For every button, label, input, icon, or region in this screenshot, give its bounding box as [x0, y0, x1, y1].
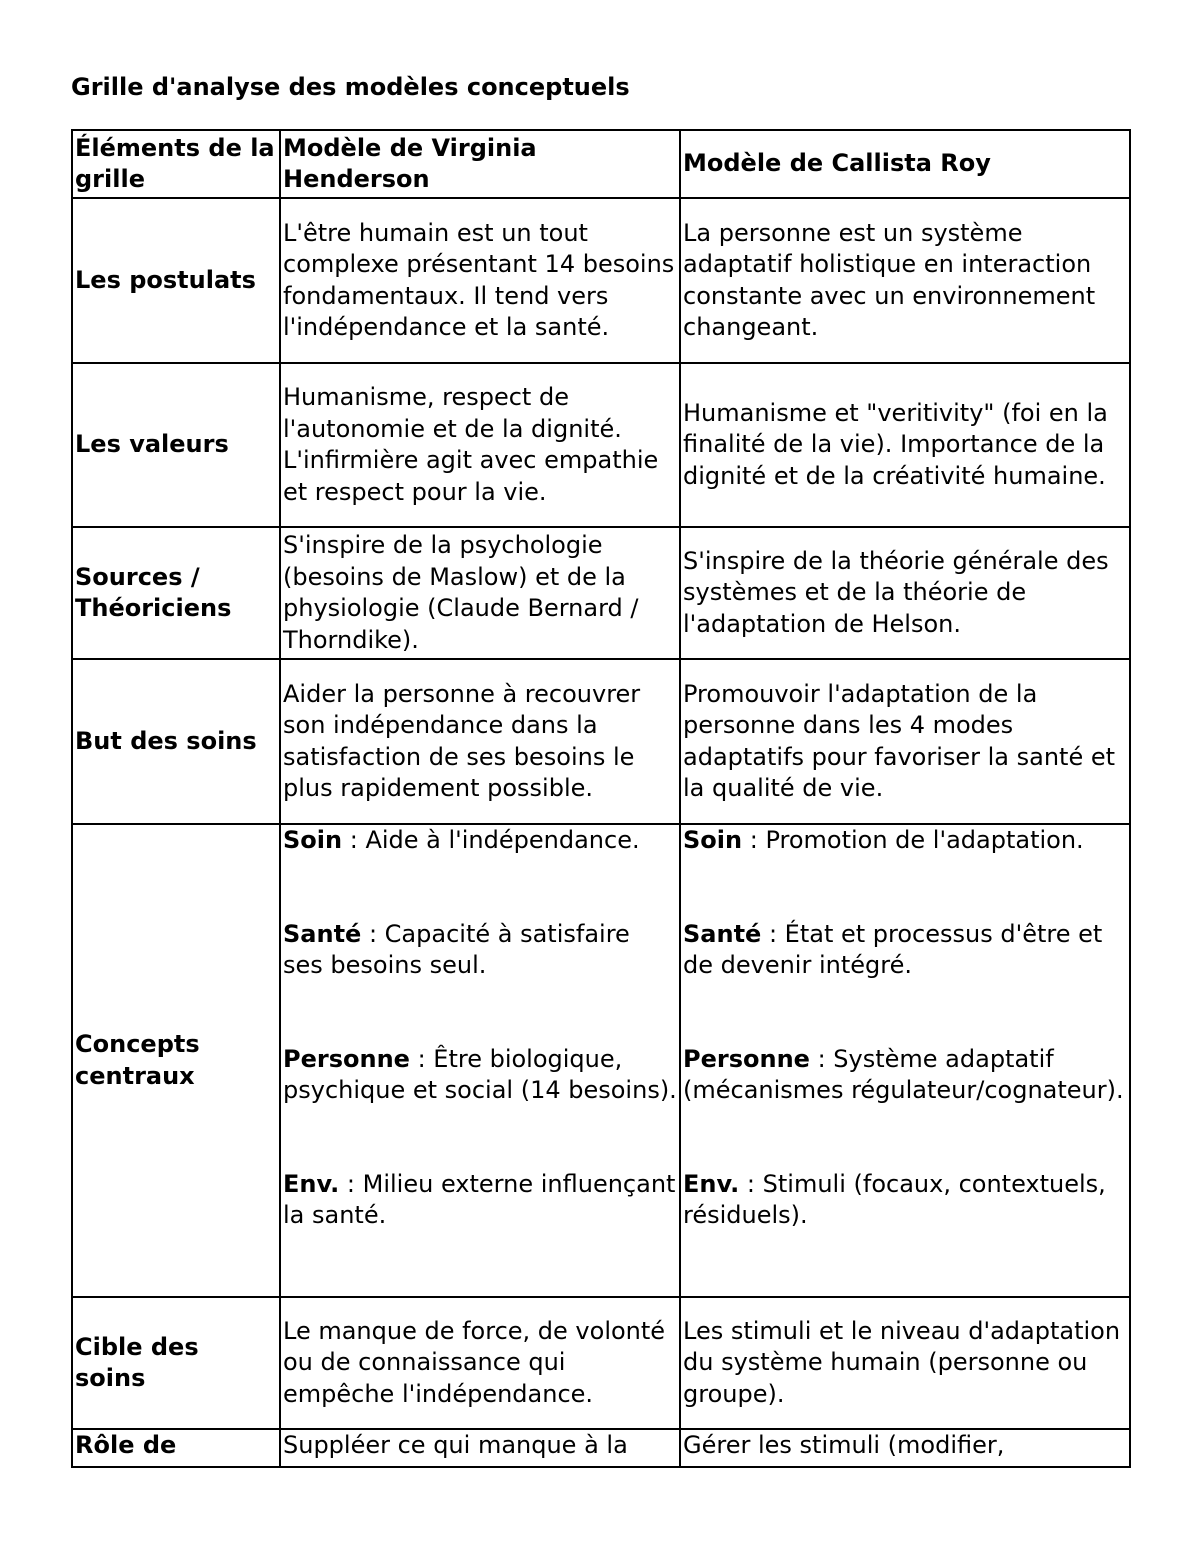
document-title: Grille d'analyse des modèles conceptuels: [71, 73, 630, 101]
cell-henderson-sources: S'inspire de la psychologie (besoins de Maslow) et de la physiologie (Claude Bernard / Thorndike).: [280, 527, 680, 659]
concept-env: [283, 1169, 677, 1232]
analysis-grid-table: [71, 129, 1131, 1468]
concept-term: Env.: [683, 1169, 740, 1198]
cell-henderson-role: Suppléer ce qui manque à la: [280, 1429, 680, 1467]
table-row: [72, 824, 1130, 1297]
row-label-postulats: Les postulats: [72, 198, 280, 363]
concept-term: Soin: [683, 826, 743, 854]
cell-henderson-but: Aider la personne à recouvrer son indépendance dans la satisfaction de ses besoins le plus rapidement possible.: [280, 659, 680, 824]
cell-roy-valeurs: Humanisme et "veritivity" (foi en la finalité de la vie). Importance de la dignité et de la créativité humaine.: [680, 363, 1130, 527]
cell-roy-postulats: La personne est un système adaptatif holistique en interaction constante avec un environnement changeant.: [680, 198, 1130, 363]
row-label-but: But des soins: [72, 659, 280, 824]
concept-soin: [283, 825, 677, 857]
concept-text: : État et processus d'être et de devenir intégré.: [683, 919, 1103, 979]
cell-henderson-postulats: L'être humain est un tout complexe présentant 14 besoins fondamentaux. Il tend vers l'indépendance et la santé.: [280, 198, 680, 363]
cell-roy-concepts: [680, 824, 1130, 1297]
table-header-row: [72, 130, 1130, 198]
cell-henderson-valeurs: Humanisme, respect de l'autonomie et de la dignité. L'infirmière agit avec empathie et respect pour la vie.: [280, 363, 680, 527]
cell-roy-cible: Les stimuli et le niveau d'adaptation du système humain (personne ou groupe).: [680, 1297, 1130, 1429]
row-label-sources: Sources / Théoriciens: [72, 527, 280, 659]
concept-term: Personne: [683, 1044, 810, 1073]
row-label-concepts: Concepts centraux: [72, 824, 280, 1297]
table-row: [72, 1429, 1130, 1467]
table-row: [72, 363, 1130, 527]
concept-env: [683, 1169, 1127, 1232]
header-elements: Éléments de la grille: [72, 130, 280, 198]
concept-text: : Promotion de l'adaptation.: [742, 826, 1084, 854]
concept-sante: [283, 919, 677, 982]
concept-text: : Milieu externe influençant la santé.: [283, 1169, 676, 1229]
header-roy: Modèle de Callista Roy: [680, 130, 1130, 198]
cell-roy-but: Promouvoir l'adaptation de la personne dans les 4 modes adaptatifs pour favoriser la santé et la qualité de vie.: [680, 659, 1130, 824]
concept-text: : Stimuli (focaux, contextuels, résiduels).: [683, 1169, 1106, 1229]
concept-personne: [683, 1044, 1127, 1107]
cell-roy-role: Gérer les stimuli (modifier,: [680, 1429, 1130, 1467]
table-row: [72, 198, 1130, 363]
concept-term: Santé: [683, 919, 762, 948]
concept-text: : Être biologique, psychique et social (14 besoins).: [283, 1044, 677, 1104]
concept-text: : Système adaptatif (mécanismes régulateur/cognateur).: [683, 1044, 1124, 1104]
row-label-valeurs: Les valeurs: [72, 363, 280, 527]
table-row: [72, 659, 1130, 824]
concept-soin: [683, 825, 1127, 857]
concept-sante: [683, 919, 1127, 982]
concept-term: Personne: [283, 1044, 410, 1073]
concept-text: : Capacité à satisfaire ses besoins seul.: [283, 919, 630, 979]
cell-roy-sources: S'inspire de la théorie générale des systèmes et de la théorie de l'adaptation de Helson.: [680, 527, 1130, 659]
row-label-role: Rôle de: [72, 1429, 280, 1467]
concept-text: : Aide à l'indépendance.: [342, 826, 640, 854]
concept-personne: [283, 1044, 677, 1107]
cell-henderson-cible: Le manque de force, de volonté ou de connaissance qui empêche l'indépendance.: [280, 1297, 680, 1429]
table-row: [72, 1297, 1130, 1429]
table-row: [72, 527, 1130, 659]
row-label-cible: Cible des soins: [72, 1297, 280, 1429]
header-henderson: Modèle de Virginia Henderson: [280, 130, 680, 198]
concept-term: Santé: [283, 919, 362, 948]
concept-term: Soin: [283, 826, 343, 854]
concept-term: Env.: [283, 1169, 340, 1198]
cell-henderson-concepts: [280, 824, 680, 1297]
